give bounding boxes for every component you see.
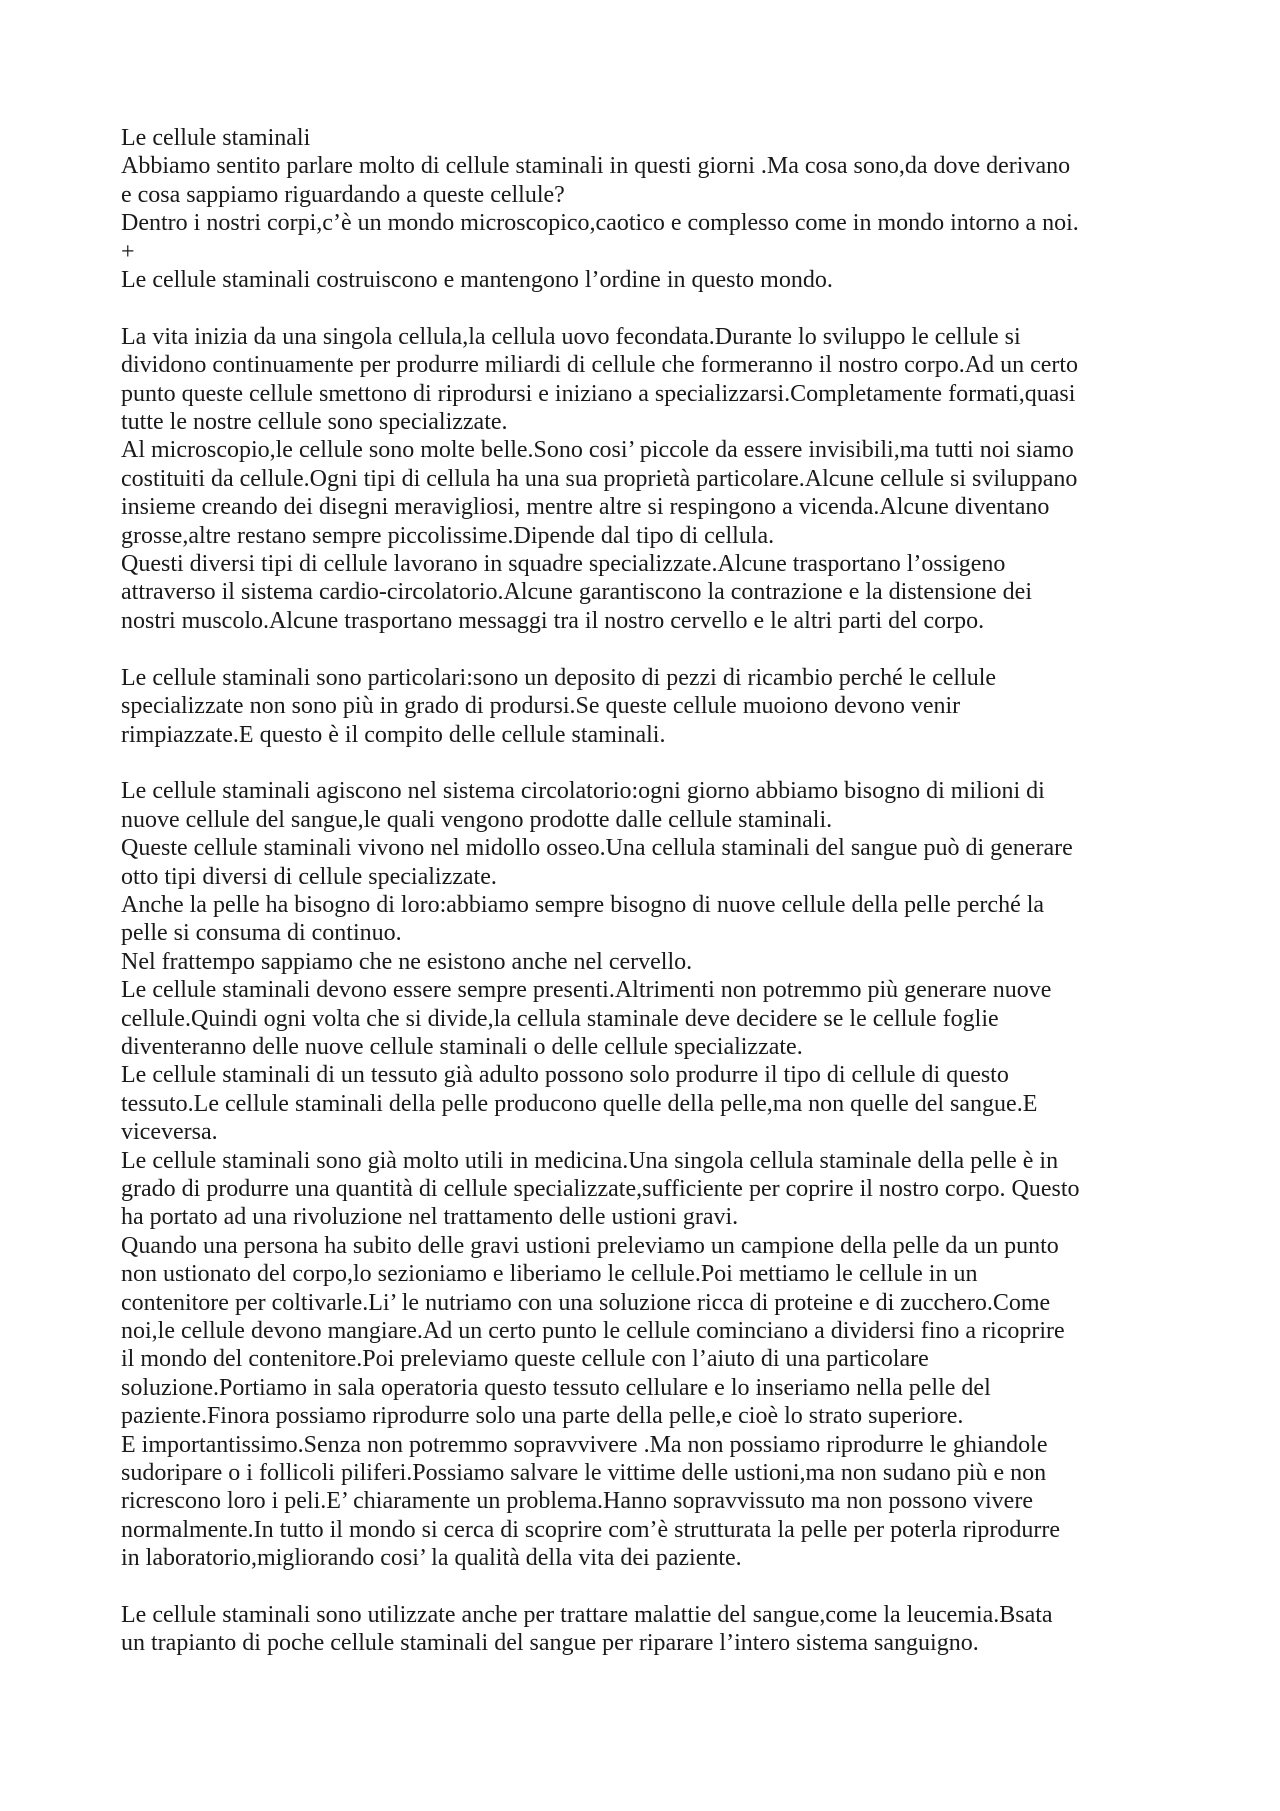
text-line: Le cellule staminali di un tessuto già adulto possono solo produrre il tipo di cellule di questo <box>121 1062 1009 1089</box>
text-line: Le cellule staminali sono utilizzate anche per trattare malattie del sangue,come la leucemia.Bsata <box>121 1602 1053 1629</box>
document-title: Le cellule staminali <box>121 125 311 151</box>
paragraph <box>121 1601 1161 1658</box>
text-line: insieme creando dei disegni meravigliosi, mentre altre si respingono a vicenda.Alcune diventano <box>121 494 1050 521</box>
text-line: Le cellule staminali sono già molto utili in medicina.Una singola cellula staminale della pelle è in <box>121 1147 1059 1174</box>
text-line: Anche la pelle ha bisogno di loro:abbiamo sempre bisogno di nuove cellule della pelle perché la <box>121 891 1045 918</box>
text-line: Quando una persona ha subito delle gravi ustioni preleviamo un campione della pelle da un punto <box>121 1232 1059 1259</box>
text-line: grosse,altre restano sempre piccolissime.Dipende dal tipo di cellula. <box>121 522 775 549</box>
text-line: nostri muscolo.Alcune trasportano messaggi tra il nostro cervello e le altri parti del corpo. <box>121 607 985 634</box>
text-line: costituiti da cellule.Ogni tipi di cellula ha una sua proprietà particolare.Alcune cellule si sviluppano <box>121 465 1078 492</box>
text-line: noi,le cellule devono mangiare.Ad un certo punto le cellule cominciano a dividersi fino a ricoprire <box>121 1318 1065 1345</box>
text-line: E importantissimo.Senza non potremmo sopravvivere .Ma non possiamo riprodurre le ghiandole <box>121 1431 1048 1458</box>
text-line: non ustionato del corpo,lo sezioniamo e liberiamo le cellule.Poi mettiamo le cellule in un <box>121 1261 978 1288</box>
text-line: Questi diversi tipi di cellule lavorano in squadre specializzate.Alcune trasportano l’ossigeno <box>121 551 1006 578</box>
text-line: Dentro i nostri corpi,c’è un mondo microscopico,caotico e complesso come in mondo intorno a noi. <box>121 210 1079 237</box>
text-line: tessuto.Le cellule staminali della pelle producono quelle della pelle,ma non quelle del sangue.E <box>121 1090 1038 1117</box>
text-line: Queste cellule staminali vivono nel midollo osseo.Una cellula staminali del sangue può di generare <box>121 835 1073 862</box>
text-line: grado di produrre una quantità di cellule specializzate,sufficiente per coprire il nostro corpo. Questo <box>121 1175 1080 1202</box>
text-line: soluzione.Portiamo in sala operatoria questo tessuto cellulare e lo inseriamo nella pelle del <box>121 1374 991 1401</box>
text-line: un trapianto di poche cellule staminali del sangue per riparare l’intero sistema sanguigno. <box>121 1630 979 1657</box>
paragraph <box>121 323 1161 635</box>
text-line: specializzate non sono più in grado di prodursi.Se queste cellule muoiono devono venir <box>121 693 961 720</box>
paragraph <box>121 124 1161 294</box>
text-line: attraverso il sistema cardio-circolatorio.Alcune garantiscono la contrazione e la distensione dei <box>121 579 1032 606</box>
text-line: Le cellule staminali agiscono nel sistema circolatorio:ogni giorno abbiamo bisogno di milioni di <box>121 778 1045 805</box>
text-line: tutte le nostre cellule sono specializzate. <box>121 409 508 436</box>
text-line: Al microscopio,le cellule sono molte belle.Sono cosi’ piccole da essere invisibili,ma tutti noi siamo <box>121 437 1074 464</box>
text-line: otto tipi diversi di cellule specializzate. <box>121 863 497 890</box>
text-line: paziente.Finora possiamo riprodurre solo una parte della pelle,e cioè lo strato superiore. <box>121 1403 964 1430</box>
text-line: Le cellule staminali sono particolari:sono un deposito di pezzi di ricambio perché le cellule <box>121 664 997 691</box>
text-line: sudoripare o i follicoli piliferi.Possiamo salvare le vittime delle ustioni,ma non sudano più e non <box>121 1460 1047 1487</box>
text-line: contenitore per coltivarle.Li’ le nutriamo con una soluzione ricca di proteine e di zucchero.Come <box>121 1289 1051 1316</box>
text-line: La vita inizia da una singola cellula,la cellula uovo fecondata.Durante lo sviluppo le cellule si <box>121 323 1021 350</box>
text-line: + <box>121 238 135 265</box>
text-line: rimpiazzate.E questo è il compito delle cellule staminali. <box>121 721 666 748</box>
text-line: viceversa. <box>121 1119 218 1146</box>
text-line: Abbiamo sentito parlare molto di cellule staminali in questi giorni .Ma cosa sono,da dove derivano <box>121 153 1071 180</box>
paragraph <box>121 777 1161 1572</box>
text-line: punto queste cellule smettono di riprodursi e iniziano a specializzarsi.Completamente formati,quasi <box>121 380 1076 407</box>
text-line: dividono continuamente per produrre miliardi di cellule che formeranno il nostro corpo.Ad un certo <box>121 352 1079 379</box>
text-line: ha portato ad una rivoluzione nel trattamento delle ustioni gravi. <box>121 1204 739 1231</box>
text-line: nuove cellule del sangue,le quali vengono prodotte dalle cellule staminali. <box>121 806 833 833</box>
text-line: Nel frattempo sappiamo che ne esistono anche nel cervello. <box>121 948 693 975</box>
text-line: pelle si consuma di continuo. <box>121 920 402 947</box>
text-line: il mondo del contenitore.Poi preleviamo queste cellule con l’aiuto di una particolare <box>121 1346 929 1373</box>
text-line: Le cellule staminali devono essere sempre presenti.Altrimenti non potremmo più generare nuove <box>121 977 1052 1004</box>
document-page <box>121 124 1161 1658</box>
text-line: Le cellule staminali costruiscono e mantengono l’ordine in questo mondo. <box>121 267 833 294</box>
text-line: ricrescono loro i peli.E’ chiaramente un problema.Hanno sopravvissuto ma non possono vivere <box>121 1488 1033 1515</box>
text-line: e cosa sappiamo riguardando a queste cellule? <box>121 181 565 208</box>
text-line: in laboratorio,migliorando cosi’ la qualità della vita dei paziente. <box>121 1545 742 1572</box>
text-line: normalmente.In tutto il mondo si cerca di scoprire com’è strutturata la pelle per poterla riprodurre <box>121 1516 1060 1543</box>
text-line: diventeranno delle nuove cellule staminali o delle cellule specializzate. <box>121 1033 803 1060</box>
paragraph <box>121 664 1161 749</box>
text-line: cellule.Quindi ogni volta che si divide,la cellula staminale deve decidere se le cellule foglie <box>121 1005 999 1032</box>
